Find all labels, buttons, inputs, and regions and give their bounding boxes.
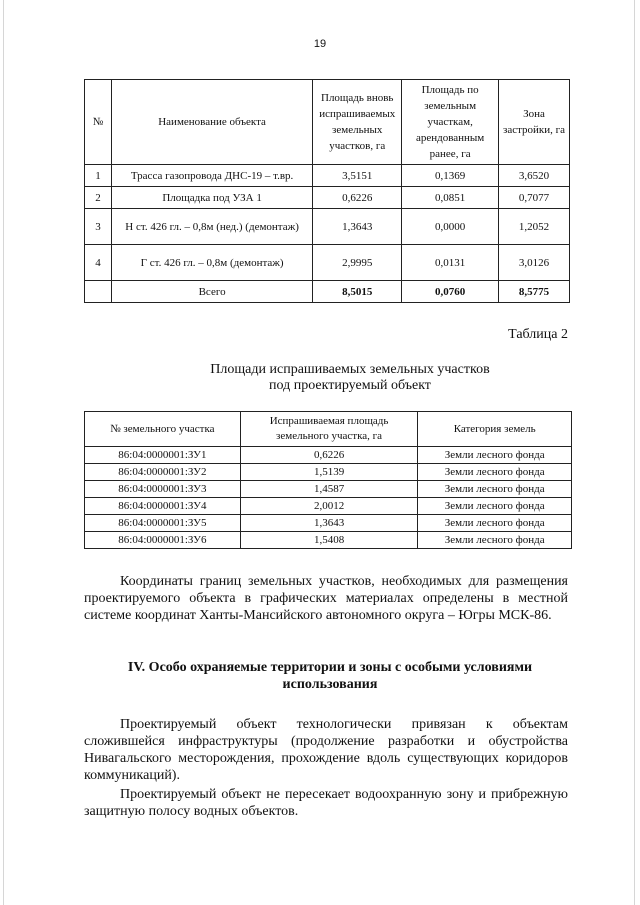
zone-area: 1,2052	[499, 209, 570, 245]
table-row	[85, 532, 572, 549]
table-row	[85, 515, 572, 532]
table-row	[85, 209, 570, 245]
table-row	[85, 447, 572, 464]
land-category: Земли лесного фонда	[418, 464, 572, 481]
scan-edge-left	[3, 0, 4, 905]
table-2-title	[150, 362, 550, 394]
table-row	[85, 481, 572, 498]
col-header-zone: Зона застройки, га	[499, 80, 570, 165]
total-zone-area: 8,5775	[499, 281, 570, 303]
total-label: Всего	[111, 281, 312, 303]
objects-area-table	[84, 79, 570, 303]
plot-area: 1,5139	[240, 464, 418, 481]
new-area: 2,9995	[313, 245, 402, 281]
plot-area: 0,6226	[240, 447, 418, 464]
land-category: Земли лесного фонда	[418, 498, 572, 515]
plot-number: 86:04:0000001:ЗУ3	[85, 481, 241, 498]
page-number: 19	[313, 38, 327, 50]
total-leased-area: 0,0760	[402, 281, 499, 303]
zone-area: 0,7077	[499, 187, 570, 209]
col-header-land-category: Категория земель	[418, 412, 572, 447]
col-header-object-name: Наименование объекта	[111, 80, 312, 165]
leased-area: 0,0131	[402, 245, 499, 281]
plot-number: 86:04:0000001:ЗУ2	[85, 464, 241, 481]
leased-area: 0,1369	[402, 165, 499, 187]
plot-area: 1,5408	[240, 532, 418, 549]
table-2-title-line-2: под проектируемый объект	[269, 378, 431, 393]
land-category: Земли лесного фонда	[418, 447, 572, 464]
row-number: 4	[85, 245, 112, 281]
object-name: Н ст. 426 гл. – 0,8м (нед.) (демонтаж)	[111, 209, 312, 245]
total-new-area: 8,5015	[313, 281, 402, 303]
plot-number: 86:04:0000001:ЗУ1	[85, 447, 241, 464]
col-header-number: №	[85, 80, 112, 165]
land-plots-table	[84, 411, 572, 549]
row-number: 3	[85, 209, 112, 245]
new-area: 0,6226	[313, 187, 402, 209]
zone-area: 3,0126	[499, 245, 570, 281]
table-row	[85, 464, 572, 481]
row-number: 1	[85, 165, 112, 187]
leased-area: 0,0851	[402, 187, 499, 209]
water-zone-paragraph: Проектируемый объект не пересекает водоохранную зону и прибрежную защитную полосу водных объектов.	[84, 787, 568, 819]
table-2-label: Таблица 2	[508, 327, 568, 342]
col-header-requested-area: Испрашиваемая площадь земельного участка, га	[240, 412, 418, 447]
section-heading: IV. Особо охраняемые территории и зоны с особыми условиями использования	[127, 660, 533, 692]
plot-number: 86:04:0000001:ЗУ5	[85, 515, 241, 532]
table-row	[85, 498, 572, 515]
plot-number: 86:04:0000001:ЗУ6	[85, 532, 241, 549]
new-area: 3,5151	[313, 165, 402, 187]
table-2-title-line-1: Площади испрашиваемых земельных участков	[210, 362, 490, 377]
object-name: Трасса газопровода ДНС-19 – т.вр.	[111, 165, 312, 187]
scan-edge-right	[634, 0, 635, 905]
new-area: 1,3643	[313, 209, 402, 245]
infrastructure-paragraph: Проектируемый объект технологически привязан к объектам сложившейся инфраструктуры (продолжение разработки и обустройства Нивагальского месторождения, прохождение вдоль существующих коридоров коммуникаций).	[84, 717, 568, 783]
table-header-row	[85, 412, 572, 447]
col-header-leased-area: Площадь по земельным участкам, арендованным ранее, га	[402, 80, 499, 165]
col-header-new-area: Площадь вновь испрашиваемых земельных участков, га	[313, 80, 402, 165]
total-row	[85, 281, 570, 303]
object-name: Г ст. 426 гл. – 0,8м (демонтаж)	[111, 245, 312, 281]
row-number: 2	[85, 187, 112, 209]
total-row-number-cell	[85, 281, 112, 303]
land-category: Земли лесного фонда	[418, 532, 572, 549]
plot-area: 2,0012	[240, 498, 418, 515]
zone-area: 3,6520	[499, 165, 570, 187]
land-category: Земли лесного фонда	[418, 515, 572, 532]
object-name: Площадка под УЗА 1	[111, 187, 312, 209]
col-header-plot-number: № земельного участка	[85, 412, 241, 447]
land-category: Земли лесного фонда	[418, 481, 572, 498]
coordinates-paragraph: Координаты границ земельных участков, необходимых для размещения проектируемого объекта в графических материалах определены в местной системе координат Ханты-Мансийского автономного округа – Югры МСК-86.	[84, 574, 568, 623]
table-header-row	[85, 80, 570, 165]
plot-area: 1,4587	[240, 481, 418, 498]
plot-number: 86:04:0000001:ЗУ4	[85, 498, 241, 515]
table-row	[85, 165, 570, 187]
table-row	[85, 245, 570, 281]
table-row	[85, 187, 570, 209]
leased-area: 0,0000	[402, 209, 499, 245]
plot-area: 1,3643	[240, 515, 418, 532]
